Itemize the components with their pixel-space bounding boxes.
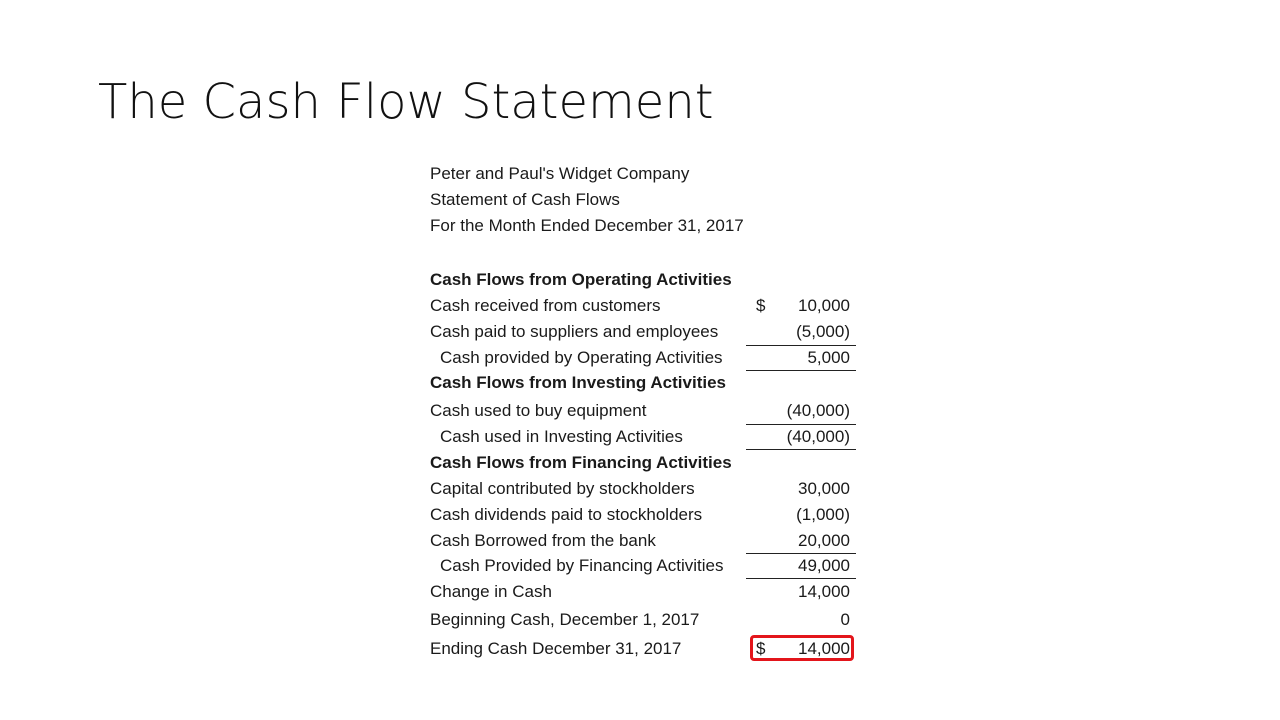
row-amount: (40,000) <box>786 427 850 446</box>
row-label: Cash provided by Operating Activities <box>440 348 723 367</box>
row-label: Cash dividends paid to stockholders <box>430 505 703 524</box>
row-label: Cash Borrowed from the bank <box>430 531 656 550</box>
subtotal-rule <box>746 424 856 425</box>
total-rule <box>746 578 856 579</box>
row-amount: 30,000 <box>798 479 850 498</box>
report-name: Statement of Cash Flows <box>430 190 620 209</box>
table-row <box>430 479 860 505</box>
ending-cash-row <box>430 639 860 665</box>
row-label: Cash paid to suppliers and employees <box>430 322 719 341</box>
row-amount: 14,000 <box>798 582 850 601</box>
subtotal-rule <box>746 553 856 554</box>
row-amount: 49,000 <box>798 556 850 575</box>
table-row <box>430 610 860 636</box>
row-amount: 20,000 <box>798 531 850 550</box>
row-label: Capital contributed by stockholders <box>430 479 695 498</box>
highlight-box <box>750 635 854 661</box>
row-label: Cash used in Investing Activities <box>440 427 683 446</box>
row-amount: 0 <box>840 610 850 629</box>
section-heading: Cash Flows from Investing Activities <box>430 373 726 392</box>
table-row <box>430 582 860 608</box>
row-label: Ending Cash December 31, 2017 <box>430 639 682 658</box>
total-rule <box>746 449 856 450</box>
section-investing <box>430 373 860 399</box>
row-label: Beginning Cash, December 1, 2017 <box>430 610 700 629</box>
row-amount: 14,000 <box>798 639 850 658</box>
table-row <box>430 505 860 531</box>
row-label: Cash used to buy equipment <box>430 401 647 420</box>
section-heading: Cash Flows from Financing Activities <box>430 453 732 472</box>
currency-symbol: $ <box>756 639 766 658</box>
row-amount: 5,000 <box>807 348 850 367</box>
row-amount: (5,000) <box>796 322 850 341</box>
total-rule <box>746 370 856 371</box>
row-amount: 10,000 <box>798 296 850 315</box>
report-period: For the Month Ended December 31, 2017 <box>430 216 744 235</box>
currency-symbol: $ <box>756 296 766 315</box>
row-label: Change in Cash <box>430 582 552 601</box>
company-name: Peter and Paul's Widget Company <box>430 164 690 183</box>
section-financing <box>430 453 860 479</box>
row-amount: (1,000) <box>796 505 850 524</box>
subtotal-rule <box>746 345 856 346</box>
row-label: Cash received from customers <box>430 296 661 315</box>
table-row <box>430 296 860 322</box>
section-heading: Cash Flows from Operating Activities <box>430 270 732 289</box>
section-operating <box>430 270 860 296</box>
slide-title: The Cash Flow Statement <box>98 74 714 130</box>
row-label: Cash Provided by Financing Activities <box>440 556 724 575</box>
row-amount: (40,000) <box>786 401 850 420</box>
